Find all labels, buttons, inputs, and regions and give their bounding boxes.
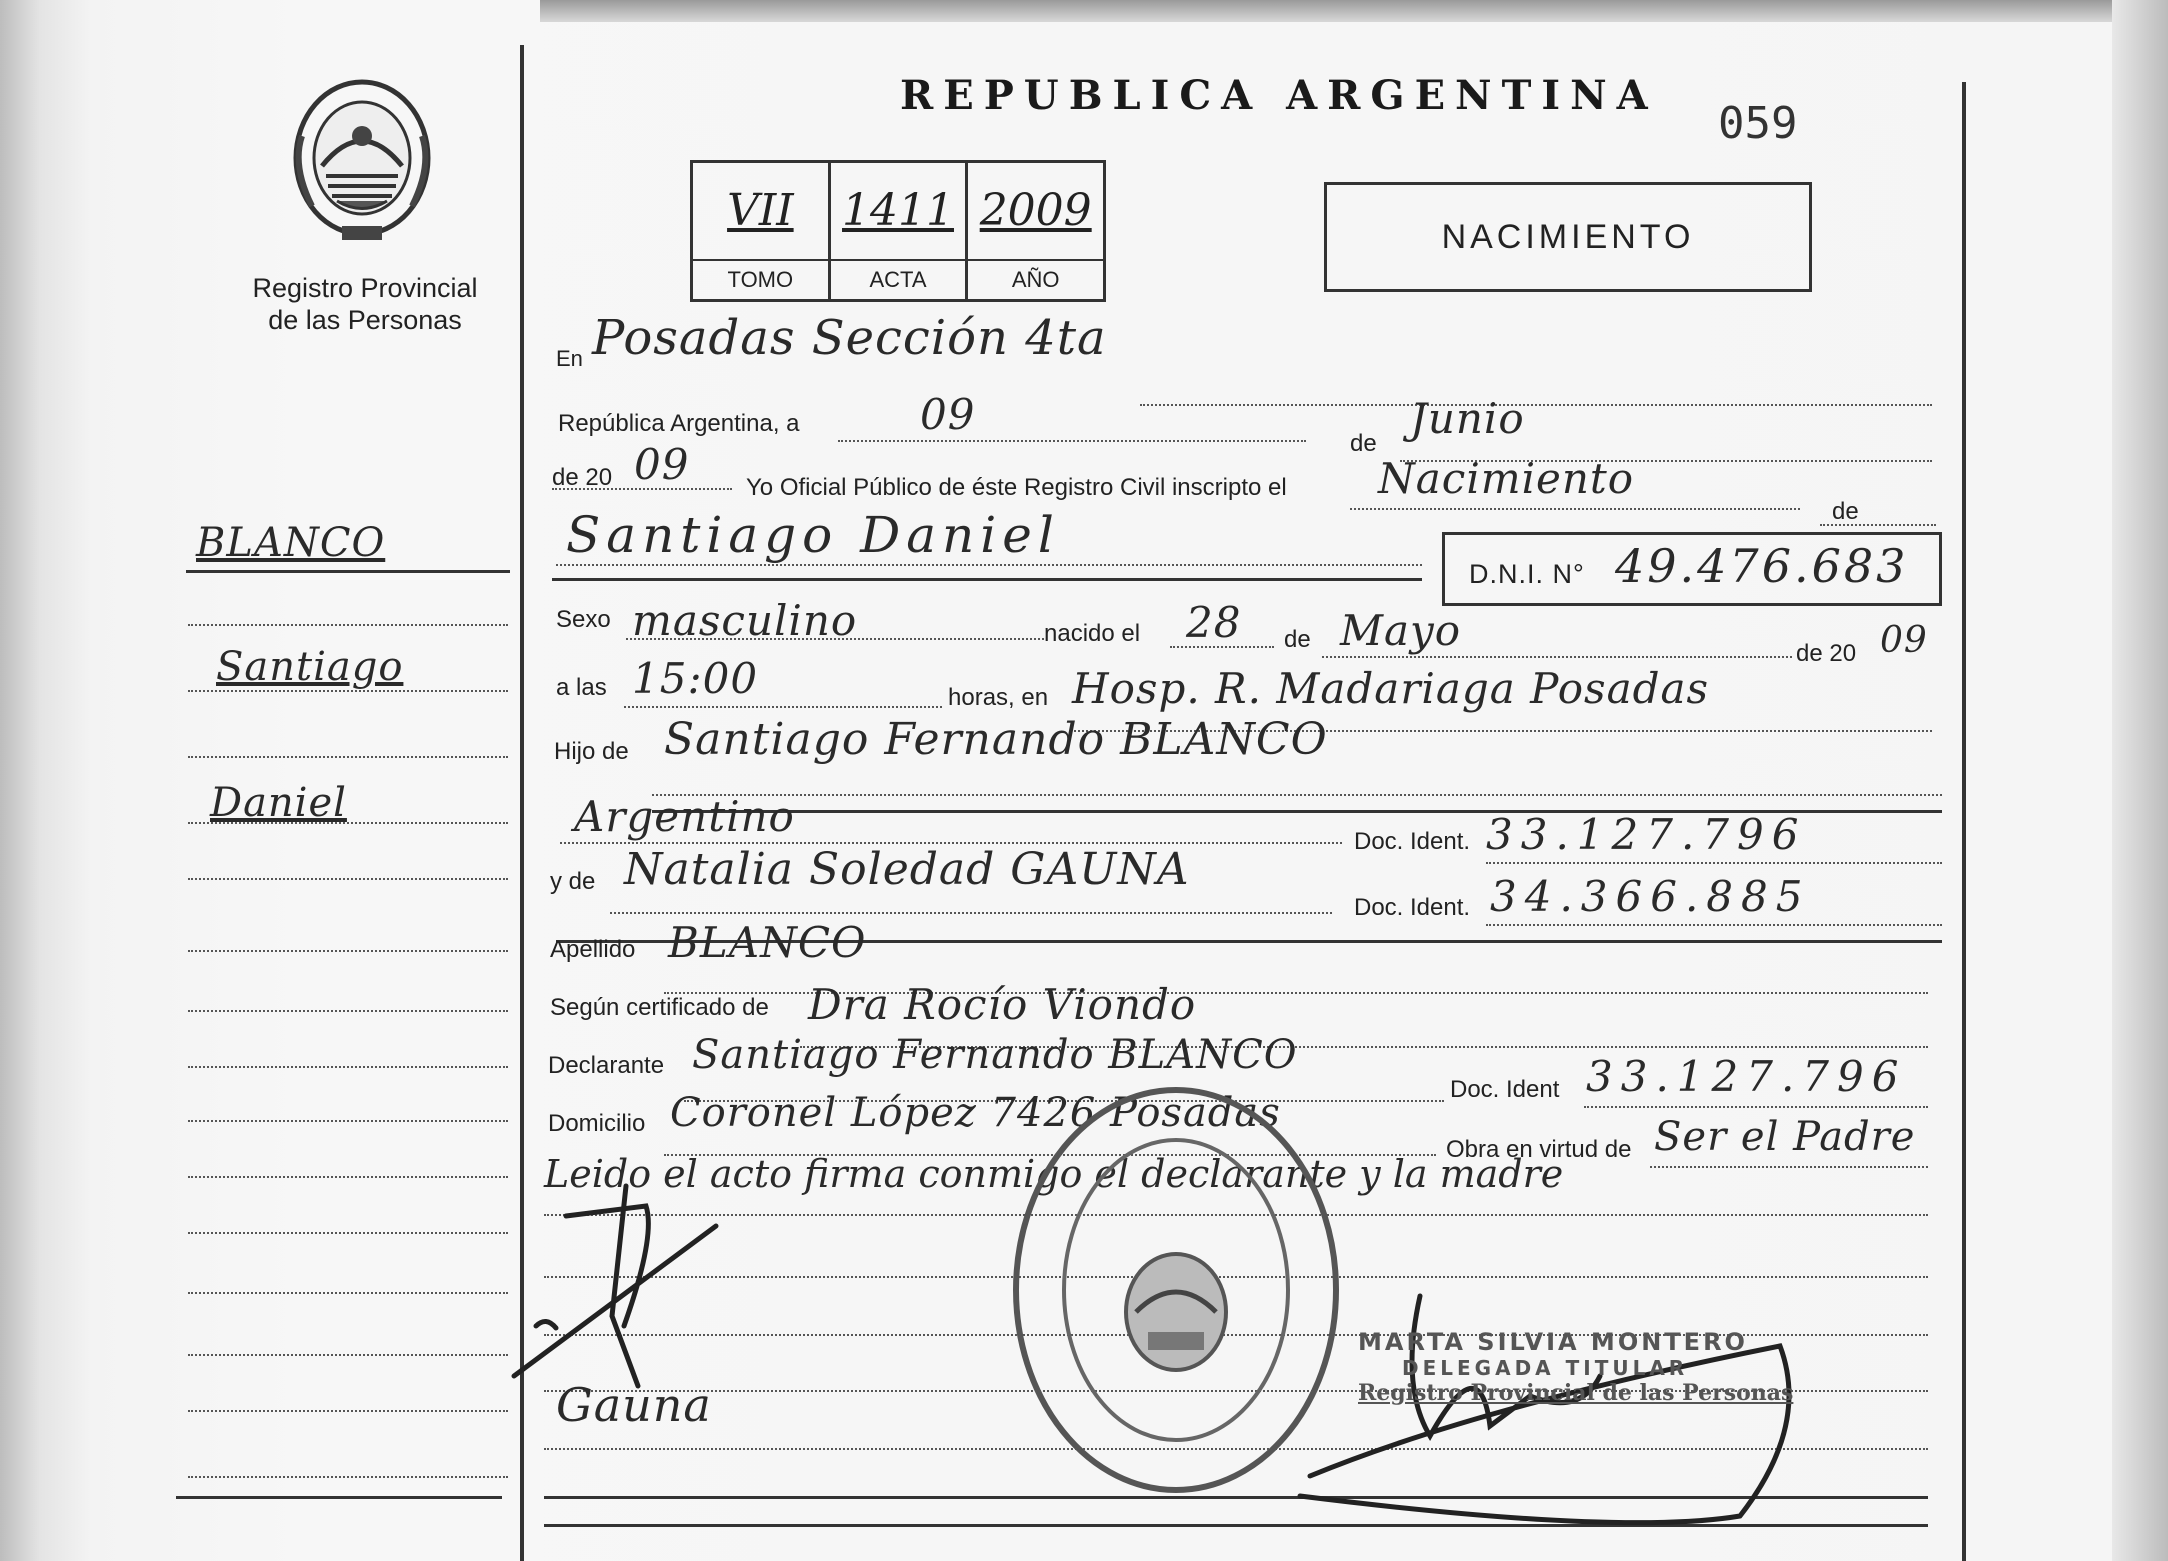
stub-line	[188, 1120, 508, 1122]
misiones-seal-icon	[282, 76, 442, 246]
stub-line	[188, 624, 508, 626]
stub-line	[188, 822, 508, 824]
officer-name: MARTA SILVIA MONTERO	[1358, 1328, 1748, 1356]
domicilio-value: Coronel López 7426 Posadas	[670, 1090, 1281, 1136]
serial-number: 059	[1718, 98, 1798, 149]
day-value: 09	[920, 390, 976, 439]
father-nationality-value: Argentino	[574, 792, 795, 841]
form-line	[624, 706, 942, 708]
stub-line	[188, 1476, 508, 1478]
en-label: En	[556, 346, 583, 371]
doc-label: Doc. Ident.	[1354, 828, 1471, 855]
child-name-value: Santiago Daniel	[566, 506, 1060, 564]
form-line	[610, 912, 1332, 914]
doc-label-3: Doc. Ident	[1450, 1076, 1560, 1103]
stub-line	[188, 1066, 508, 1068]
birth-month-value: Mayo	[1340, 606, 1462, 655]
acta-value: 1411	[842, 185, 954, 236]
officer-signature-icon	[1280, 1286, 1840, 1536]
form-line	[1140, 404, 1932, 406]
record-type-box: NACIMIENTO	[1324, 182, 1812, 292]
mother-signature: Gauna	[556, 1378, 712, 1432]
domicilio-label: Domicilio	[548, 1110, 646, 1137]
tomo-value: VII	[727, 185, 794, 236]
form-line	[552, 578, 1422, 581]
form-right-border	[1962, 82, 1966, 1561]
apellido-label: Apellido	[550, 936, 636, 963]
officer-role: DELEGADA TITULAR	[1402, 1356, 1689, 1380]
father-value: Santiago Fernando BLANCO	[664, 714, 1328, 765]
a-las-label: a las	[556, 674, 607, 701]
birth-year-label: de 20	[1796, 640, 1857, 667]
form-line	[1820, 524, 1936, 526]
form-line	[1650, 1166, 1928, 1168]
acta-label: ACTA	[831, 259, 966, 299]
birth-year-value: 09	[1880, 620, 1928, 661]
stub-line	[188, 878, 508, 880]
dni-box	[1442, 532, 1942, 606]
stub-line	[188, 1410, 508, 1412]
tomo-cell	[693, 163, 831, 299]
record-table	[690, 160, 1106, 302]
certificado-value: Dra Rocío Viondo	[808, 980, 1197, 1029]
stub-second-name: Daniel	[210, 780, 347, 826]
officer-block	[1358, 1328, 1793, 1406]
dni-label: D.N.I. N°	[1469, 559, 1585, 589]
form-line	[552, 488, 732, 490]
stub-line	[176, 1496, 502, 1499]
year-suffix-value: 09	[634, 440, 690, 489]
republica-label: República Argentina, a	[558, 410, 800, 437]
birth-day-value: 28	[1186, 598, 1242, 647]
apellido-value: BLANCO	[668, 918, 867, 967]
declarante-label: Declarante	[548, 1052, 665, 1079]
stub-line	[186, 570, 510, 573]
declarant-signature-icon	[506, 1176, 736, 1396]
acta-cell	[831, 163, 969, 299]
time-value: 15:00	[632, 654, 759, 703]
year-prefix-label: de 20	[552, 464, 613, 491]
form-line	[1584, 1106, 1928, 1108]
stub-line	[188, 1354, 508, 1356]
dni-value: 49.476.683	[1615, 539, 1909, 593]
nacido-label: nacido el	[1044, 620, 1141, 647]
page-fold	[2112, 0, 2168, 1561]
tomo-label: TOMO	[693, 259, 828, 299]
stub-line	[188, 1010, 508, 1012]
father-doc-value: 33.127.796	[1486, 810, 1807, 859]
stub-line	[188, 756, 508, 758]
place-value: Posadas Sección 4ta	[592, 310, 1107, 366]
de-label-2: de	[1832, 498, 1859, 525]
certificado-label: Según certificado de	[550, 994, 769, 1021]
form-line	[1486, 924, 1942, 926]
hijo-label: Hijo de	[554, 738, 629, 765]
stub-line	[188, 1176, 508, 1178]
declarante-value: Santiago Fernando BLANCO	[692, 1032, 1298, 1078]
stub-line	[188, 690, 508, 692]
form-line	[838, 440, 1306, 442]
form-line	[556, 564, 1422, 566]
officer-text: Yo Oficial Público de éste Registro Civil inscripto el	[746, 474, 1287, 501]
stub-line	[188, 1232, 508, 1234]
anio-value: 2009	[979, 185, 1092, 236]
registry-title: Registro Provincial de las Personas	[252, 273, 478, 335]
stub-line	[188, 950, 508, 952]
declarante-doc-value: 33.127.796	[1586, 1052, 1907, 1101]
form-line	[1322, 656, 1792, 658]
doc-label-2: Doc. Ident.	[1354, 894, 1471, 921]
horas-label: horas, en	[948, 684, 1049, 711]
stub-surname: BLANCO	[196, 520, 386, 566]
de-label: de	[1350, 430, 1377, 457]
mother-doc-value: 34.366.885	[1490, 872, 1811, 921]
month-value: Junio	[1410, 394, 1525, 443]
stub-first-name: Santiago	[216, 644, 404, 690]
form-line	[626, 638, 1044, 640]
anio-cell	[968, 163, 1103, 299]
form-line	[1170, 646, 1274, 648]
event-value: Nacimiento	[1378, 454, 1635, 503]
officer-office: Registro Provincial de las Personas	[1358, 1380, 1794, 1406]
mother-value: Natalia Soledad GAUNA	[624, 844, 1190, 895]
scan-shadow	[540, 0, 2168, 22]
obra-label: Obra en virtud de	[1446, 1136, 1632, 1163]
hospital-value: Hosp. R. Madariaga Posadas	[1072, 664, 1710, 713]
sexo-value: masculino	[632, 596, 858, 645]
stub-line	[188, 1292, 508, 1294]
de-label-3: de	[1284, 626, 1311, 653]
closing-text: Leido el acto firma conmigo el declarante y la madre	[544, 1152, 1564, 1196]
y-de-label: y de	[550, 868, 596, 895]
form-line	[652, 794, 1942, 796]
obra-value: Ser el Padre	[1654, 1114, 1916, 1160]
country-title: REPUBLICA ARGENTINA	[900, 72, 1658, 119]
form-line	[1486, 862, 1942, 864]
sexo-label: Sexo	[556, 606, 611, 633]
form-line	[1350, 508, 1800, 510]
anio-label: AÑO	[968, 259, 1103, 299]
